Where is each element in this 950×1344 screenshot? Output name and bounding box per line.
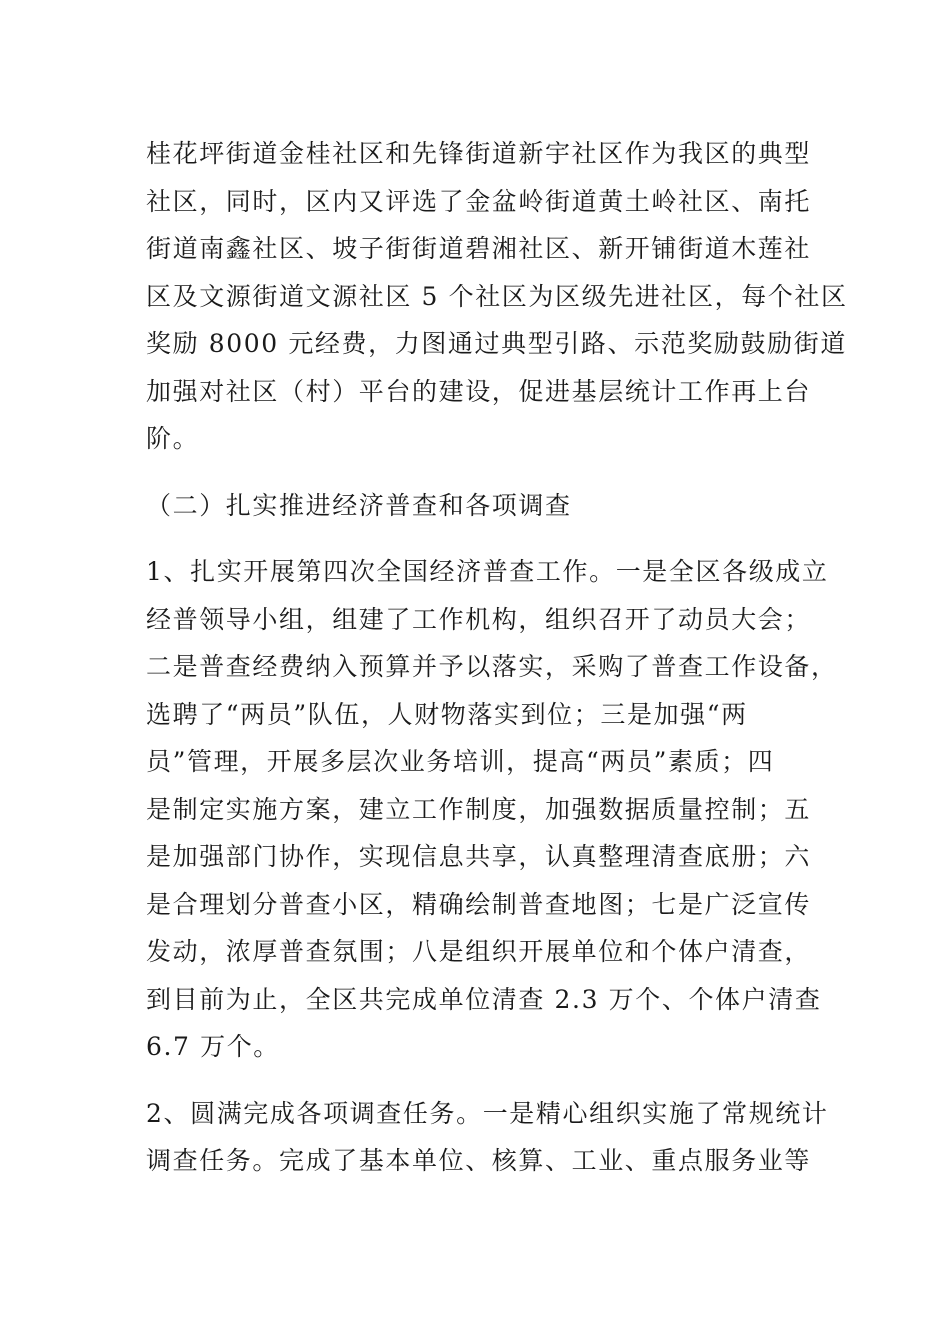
text-line: 经普领导小组，组建了工作机构，组织召开了动员大会； — [146, 604, 812, 634]
paragraph-spacing — [146, 529, 816, 548]
text-line: 2、圆满完成各项调查任务。一是精心组织实施了常规统计 — [146, 1098, 829, 1128]
section-heading: （二）扎实推进经济普查和各项调查 — [146, 490, 572, 520]
text-line: 阶。 — [146, 424, 200, 453]
text-line: 员”管理，开展多层次业务培训，提高“两员”素质；四 — [146, 747, 775, 776]
text-line: 桂花坪街道金桂社区和先锋街道新宇社区作为我区的典型 — [146, 139, 812, 168]
document-body — [146, 130, 848, 1185]
text-line: 是合理划分普查小区，精确绘制普查地图；七是广泛宣传 — [146, 889, 812, 919]
text-line: 二是普查经费纳入预算并予以落实，采购了普查工作设备， — [146, 652, 838, 681]
paragraph-spacing — [146, 1071, 816, 1090]
text-line: 到目前为止，全区共完成单位清查 2.3 万个、个体户清查 — [146, 984, 822, 1014]
paragraph-economic-census — [146, 548, 838, 1071]
text-line: 是加强部门协作，实现信息共享，认真整理清查底册；六 — [146, 842, 812, 871]
text-line: 加强对社区（村）平台的建设，促进基层统计工作再上台 — [146, 376, 812, 406]
paragraph-typical-communities — [146, 130, 848, 463]
text-line: 发动，浓厚普查氛围；八是组织开展单位和个体户清查， — [146, 937, 812, 966]
text-line: 奖励 8000 元经费，力图通过典型引路、示范奖励鼓励街道 — [146, 329, 847, 358]
paragraph-spacing — [146, 463, 816, 482]
paragraph-survey-tasks — [146, 1090, 829, 1185]
text-line: 调查任务。完成了基本单位、核算、工业、重点服务业等 — [146, 1146, 812, 1175]
text-line: 1、扎实开展第四次全国经济普查工作。一是全区各级成立 — [146, 557, 829, 586]
text-line: 社区，同时，区内又评选了金盆岭街道黄土岭社区、南托 — [146, 186, 812, 216]
text-line: 区及文源街道文源社区 5 个社区为区级先进社区，每个社区 — [146, 281, 848, 311]
text-line: 是制定实施方案，建立工作制度，加强数据质量控制；五 — [146, 794, 812, 824]
text-line: 街道南鑫社区、坡子街街道碧湘社区、新开铺街道木莲社 — [146, 234, 812, 263]
text-line: 6.7 万个。 — [146, 1032, 280, 1061]
text-line: 选聘了“两员”队伍，人财物落实到位；三是加强“两 — [146, 699, 748, 729]
